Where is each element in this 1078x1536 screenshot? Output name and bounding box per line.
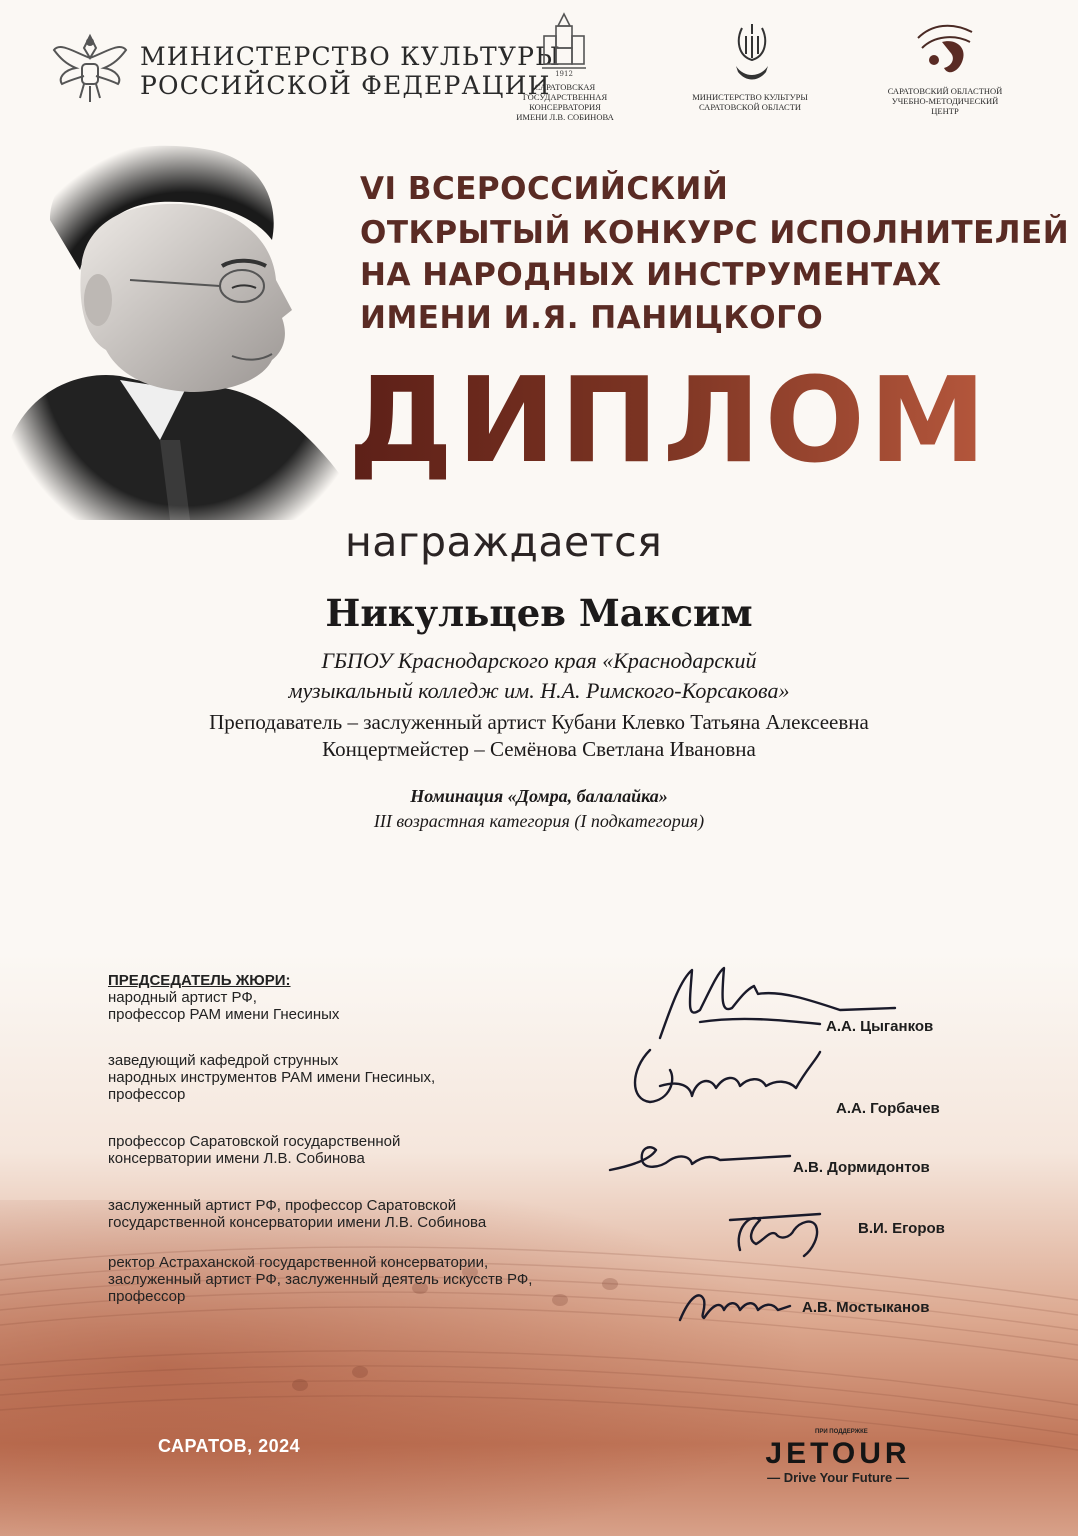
obl-ministry-caption [675, 92, 825, 112]
signature-tsygankov [640, 950, 900, 1050]
title-line-4: ИМЕНИ И.Я. ПАНИЦКОГО [360, 300, 824, 336]
russian-eagle-emblem-icon [50, 28, 130, 106]
jury-member-title [108, 1133, 400, 1167]
conservatory-building-icon [538, 12, 590, 80]
center-line: УЧЕБНО-МЕТОДИЧЕСКИЙ [891, 96, 999, 106]
title-line-3: НА НАРОДНЫХ ИНСТРУМЕНТАХ [360, 257, 942, 293]
ministry-line-2: РОССИЙСКОЙ ФЕДЕРАЦИИ [140, 71, 551, 100]
jury-title-line: профессор Саратовской государственной [108, 1133, 401, 1150]
sponsor-caption: ПРИ ПОДДЕРЖКЕ [815, 1429, 868, 1435]
institution-line-1: ГБПОУ Краснодарского края «Краснодарский [321, 648, 757, 673]
signature-gorbachev [620, 1040, 840, 1120]
jury-title-line: профессор РАМ имени Гнесиных [108, 1006, 340, 1023]
methodical-center-caption [865, 86, 1025, 116]
jury-name: А.В. Мостыканов [802, 1299, 930, 1316]
jury-name: В.И. Егоров [858, 1220, 945, 1237]
jury-title-line: ректор Астраханской государственной консерватории, [108, 1254, 489, 1271]
center-line: ЦЕНТР [931, 106, 959, 116]
jury-name: А.А. Цыганков [826, 1018, 934, 1035]
jury-name: А.А. Горбачев [836, 1100, 940, 1117]
center-line: САРАТОВСКИЙ ОБЛАСТНОЙ [887, 86, 1003, 96]
jury-chair-heading: ПРЕДСЕДАТЕЛЬ ЖЮРИ: [108, 972, 291, 989]
methodical-center-logo-icon [912, 18, 978, 82]
conservatory-line: КОНСЕРВАТОРИЯ [529, 102, 601, 112]
jury-member-title [108, 989, 339, 1023]
signature-mostykanov [670, 1276, 800, 1336]
jury-member-title [108, 1197, 486, 1231]
lyre-emblem-icon [730, 20, 774, 86]
conservatory-line: ИМЕНИ Л.В. СОБИНОВА [516, 112, 614, 122]
awarded-label: награждается [345, 518, 663, 566]
city-year-label: САРАТОВ, 2024 [158, 1436, 301, 1456]
sponsor-logo: JETOUR [765, 1437, 911, 1470]
teacher-line: Преподаватель – заслуженный артист Кубани Клевко Татьяна Алексеевна [209, 710, 869, 734]
conservatory-year: 1912 [555, 70, 573, 78]
signature-egorov [720, 1200, 840, 1270]
accompanist-line: Концертмейстер – Семёнова Светлана Ивановна [322, 737, 756, 761]
nomination-line: Номинация «Домра, балалайка» [410, 786, 668, 806]
jury-title-line: консерватории имени Л.В. Собинова [108, 1150, 365, 1167]
institution-line-2: музыкальный колледж им. Н.А. Римского-Корсакова» [288, 678, 790, 703]
jury-title-line: народных инструментов РАМ имени Гнесиных, [108, 1069, 436, 1086]
title-line-2: ОТКРЫТЫЙ КОНКУРС ИСПОЛНИТЕЛЕЙ [360, 215, 1070, 251]
jury-title-line: заведующий кафедрой струнных [108, 1052, 339, 1069]
jury-title-line: заслуженный артист РФ, заслуженный деятель искусств РФ, [108, 1271, 533, 1288]
signature-dormidontov [600, 1130, 800, 1190]
ministry-line-1: МИНИСТЕРСТВО КУЛЬТУРЫ [140, 42, 561, 71]
obl-ministry-line: САРАТОВСКОЙ ОБЛАСТИ [698, 102, 802, 112]
conservatory-line: ГОСУДАРСТВЕННАЯ [522, 92, 608, 102]
jury-member-title [108, 1052, 435, 1103]
jury-name: А.В. Дормидонтов [793, 1159, 930, 1176]
panitsky-portrait [10, 140, 360, 520]
sponsor-slogan: — Drive Your Future — [767, 1470, 909, 1485]
conservatory-caption [500, 82, 630, 122]
diploma-heading: ДИПЛОМ [348, 351, 991, 489]
ministry-of-culture-rf [140, 42, 561, 100]
conservatory-line: САРАТОВСКАЯ [534, 82, 596, 92]
obl-ministry-line: МИНИСТЕРСТВО КУЛЬТУРЫ [692, 92, 808, 102]
jury-title-line: профессор [108, 1288, 186, 1305]
age-category-line: III возрастная категория (I подкатегория) [373, 811, 705, 831]
jury-title-line: заслуженный артист РФ, профессор Саратовской [108, 1197, 457, 1214]
recipient-name: Никульцев Максим [325, 591, 753, 635]
jury-title-line: государственной консерватории имени Л.В. Собинова [108, 1214, 487, 1231]
title-line-1: VI ВСЕРОССИЙСКИЙ [360, 171, 729, 207]
jury-member-title [108, 1254, 532, 1305]
jury-title-line: профессор [108, 1086, 186, 1103]
jury-title-line: народный артист РФ, [108, 989, 257, 1006]
